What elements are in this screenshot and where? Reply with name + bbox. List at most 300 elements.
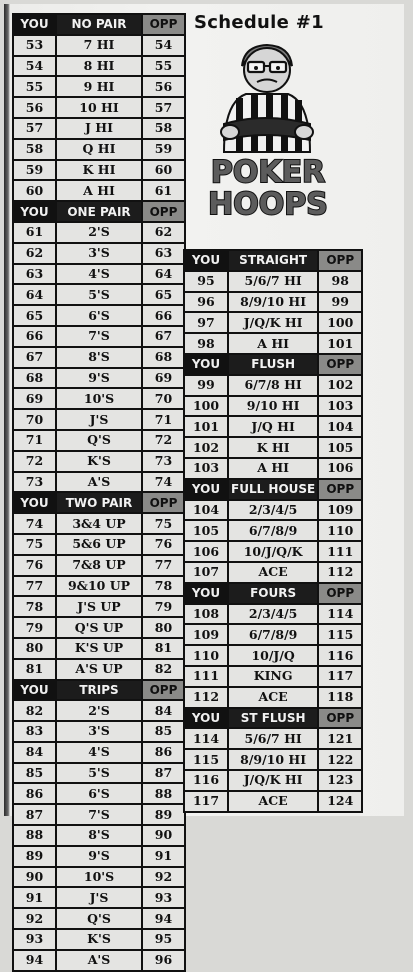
hand-category-header: ST FLUSH — [228, 708, 318, 729]
hand-name: 5/6/7 HI — [228, 271, 318, 292]
table-row — [13, 867, 185, 888]
table-row — [184, 541, 362, 562]
opp-score: 99 — [318, 292, 362, 313]
opp-score: 61 — [142, 180, 185, 201]
opp-score: 123 — [318, 770, 362, 791]
table-row — [184, 687, 362, 708]
hand-name: J/Q/K HI — [228, 770, 318, 791]
table-row — [184, 791, 362, 812]
you-score: 78 — [13, 596, 56, 617]
opp-score: 80 — [142, 617, 185, 638]
you-score: 104 — [184, 500, 228, 521]
you-score: 80 — [13, 638, 56, 659]
table-row — [13, 804, 185, 825]
you-score: 105 — [184, 520, 228, 541]
opp-score: 73 — [142, 451, 185, 472]
opp-score: 95 — [142, 929, 185, 950]
table-row — [184, 562, 362, 583]
opp-score: 63 — [142, 243, 185, 264]
you-score: 62 — [13, 243, 56, 264]
table-row — [184, 749, 362, 770]
you-score: 72 — [13, 451, 56, 472]
table-row — [184, 604, 362, 625]
hand-name: 10 HI — [56, 97, 142, 118]
opp-score: 74 — [142, 472, 185, 493]
opp-score: 102 — [318, 375, 362, 396]
table-row — [184, 437, 362, 458]
opp-score: 104 — [318, 416, 362, 437]
table-row — [13, 576, 185, 597]
hand-name: 9/10 HI — [228, 396, 318, 417]
hand-name: Q'S UP — [56, 617, 142, 638]
you-score: 59 — [13, 160, 56, 181]
you-score: 58 — [13, 139, 56, 160]
you-column-header: YOU — [184, 250, 228, 271]
hand-name: 8'S — [56, 825, 142, 846]
opp-score: 98 — [318, 271, 362, 292]
you-score: 69 — [13, 388, 56, 409]
opp-score: 66 — [142, 305, 185, 326]
table-row — [13, 513, 185, 534]
you-score: 64 — [13, 284, 56, 305]
opp-column-header: OPP — [142, 492, 185, 513]
table-row — [184, 416, 362, 437]
hand-name: 8/9/10 HI — [228, 292, 318, 313]
table-row — [184, 666, 362, 687]
hand-name: 6/7/8 HI — [228, 375, 318, 396]
opp-column-header: OPP — [318, 479, 362, 500]
you-score: 82 — [13, 700, 56, 721]
you-score: 99 — [184, 375, 228, 396]
opp-score: 76 — [142, 534, 185, 555]
opp-score: 96 — [142, 950, 185, 971]
hand-name: Q'S — [56, 430, 142, 451]
opp-score: 60 — [142, 160, 185, 181]
opp-score: 114 — [318, 604, 362, 625]
opp-score: 94 — [142, 908, 185, 929]
table-row — [13, 368, 185, 389]
you-score: 86 — [13, 783, 56, 804]
you-score: 93 — [13, 929, 56, 950]
you-score: 96 — [184, 292, 228, 313]
opp-score: 124 — [318, 791, 362, 812]
you-column-header: YOU — [184, 583, 228, 604]
section-header — [184, 583, 362, 604]
you-score: 90 — [13, 867, 56, 888]
opp-score: 69 — [142, 368, 185, 389]
you-score: 66 — [13, 326, 56, 347]
you-score: 65 — [13, 305, 56, 326]
you-score: 77 — [13, 576, 56, 597]
you-score: 88 — [13, 825, 56, 846]
opp-score: 89 — [142, 804, 185, 825]
hand-category-header: TWO PAIR — [56, 492, 142, 513]
hand-name: J'S — [56, 887, 142, 908]
table-row — [13, 929, 185, 950]
you-score: 76 — [13, 555, 56, 576]
you-score: 111 — [184, 666, 228, 687]
table-row — [13, 305, 185, 326]
hand-name: J/Q/K HI — [228, 312, 318, 333]
hand-name: A HI — [56, 180, 142, 201]
you-score: 83 — [13, 721, 56, 742]
opp-score: 90 — [142, 825, 185, 846]
hand-name: 9 HI — [56, 76, 142, 97]
hand-name: 5'S — [56, 763, 142, 784]
opp-score: 121 — [318, 728, 362, 749]
table-row — [13, 700, 185, 721]
you-score: 95 — [184, 271, 228, 292]
hand-name: J'S UP — [56, 596, 142, 617]
table-row — [13, 180, 185, 201]
hand-name: 7&8 UP — [56, 555, 142, 576]
opp-score: 65 — [142, 284, 185, 305]
table-row — [13, 222, 185, 243]
table-row — [184, 333, 362, 354]
you-column-header: YOU — [184, 354, 228, 375]
opp-score: 93 — [142, 887, 185, 908]
you-score: 57 — [13, 118, 56, 139]
hand-name: 3&4 UP — [56, 513, 142, 534]
you-score: 74 — [13, 513, 56, 534]
table-row — [13, 243, 185, 264]
hand-category-header: STRAIGHT — [228, 250, 318, 271]
hand-name: A'S UP — [56, 659, 142, 680]
table-row — [13, 721, 185, 742]
you-score: 75 — [13, 534, 56, 555]
logo-word-poker: POKER — [210, 155, 326, 190]
opp-score: 100 — [318, 312, 362, 333]
opp-score: 57 — [142, 97, 185, 118]
table-row — [13, 388, 185, 409]
you-score: 97 — [184, 312, 228, 333]
table-row — [13, 118, 185, 139]
you-score: 70 — [13, 409, 56, 430]
you-score: 73 — [13, 472, 56, 493]
hand-name: 5'S — [56, 284, 142, 305]
section-header — [13, 680, 185, 701]
hand-name: Q'S — [56, 908, 142, 929]
hand-name: 6/7/8/9 — [228, 520, 318, 541]
hand-name: K'S UP — [56, 638, 142, 659]
section-header — [184, 354, 362, 375]
page-binding-edge — [4, 4, 10, 816]
you-score: 109 — [184, 624, 228, 645]
you-score: 115 — [184, 749, 228, 770]
hand-name: 4'S — [56, 264, 142, 285]
hand-name: 7 HI — [56, 35, 142, 56]
table-row — [184, 500, 362, 521]
opp-column-header: OPP — [318, 250, 362, 271]
hand-name: K HI — [56, 160, 142, 181]
opp-score: 71 — [142, 409, 185, 430]
table-row — [13, 534, 185, 555]
hand-category-header: FLUSH — [228, 354, 318, 375]
table-row — [184, 520, 362, 541]
you-score: 117 — [184, 791, 228, 812]
you-score: 60 — [13, 180, 56, 201]
you-score: 107 — [184, 562, 228, 583]
hand-name: 7'S — [56, 804, 142, 825]
hand-name: 9'S — [56, 368, 142, 389]
opp-score: 106 — [318, 458, 362, 479]
you-column-header: YOU — [13, 680, 56, 701]
opp-score: 117 — [318, 666, 362, 687]
table-row — [13, 763, 185, 784]
hand-name: 10'S — [56, 388, 142, 409]
table-row — [13, 596, 185, 617]
left-payout-table — [12, 13, 186, 972]
table-row — [13, 35, 185, 56]
you-score: 53 — [13, 35, 56, 56]
opp-score: 55 — [142, 56, 185, 77]
hand-name: 10/J/Q/K — [228, 541, 318, 562]
table-row — [13, 76, 185, 97]
hand-name: 8 HI — [56, 56, 142, 77]
opp-column-header: OPP — [142, 680, 185, 701]
hand-name: 9'S — [56, 846, 142, 867]
opp-score: 87 — [142, 763, 185, 784]
hand-name: 10'S — [56, 867, 142, 888]
hand-name: J'S — [56, 409, 142, 430]
opp-column-header: OPP — [142, 201, 185, 222]
opp-score: 59 — [142, 139, 185, 160]
hand-name: K'S — [56, 451, 142, 472]
table-row — [184, 458, 362, 479]
opp-score: 70 — [142, 388, 185, 409]
section-header — [13, 492, 185, 513]
section-header — [13, 14, 185, 35]
section-header — [184, 250, 362, 271]
table-row — [13, 555, 185, 576]
opp-score: 109 — [318, 500, 362, 521]
you-score: 81 — [13, 659, 56, 680]
opp-score: 118 — [318, 687, 362, 708]
opp-score: 101 — [318, 333, 362, 354]
section-header — [184, 479, 362, 500]
table-row — [184, 624, 362, 645]
table-row — [13, 97, 185, 118]
table-row — [13, 783, 185, 804]
page-title: Schedule #1 — [194, 12, 324, 33]
opp-score: 105 — [318, 437, 362, 458]
you-score: 56 — [13, 97, 56, 118]
logo-word-hoops: HOOPS — [208, 187, 328, 222]
referee-mascot-icon — [221, 45, 313, 152]
opp-score: 85 — [142, 721, 185, 742]
you-score: 61 — [13, 222, 56, 243]
section-header — [13, 201, 185, 222]
you-score: 110 — [184, 645, 228, 666]
table-row — [13, 409, 185, 430]
you-score: 98 — [184, 333, 228, 354]
opp-column-header: OPP — [318, 583, 362, 604]
you-score: 55 — [13, 76, 56, 97]
opp-score: 56 — [142, 76, 185, 97]
you-score: 114 — [184, 728, 228, 749]
table-row — [13, 638, 185, 659]
hand-name: 7'S — [56, 326, 142, 347]
hand-name: J/Q HI — [228, 416, 318, 437]
opp-score: 58 — [142, 118, 185, 139]
hand-category-header: FOURS — [228, 583, 318, 604]
table-row — [13, 472, 185, 493]
hand-name: 2'S — [56, 700, 142, 721]
table-row — [184, 645, 362, 666]
you-score: 68 — [13, 368, 56, 389]
opp-score: 115 — [318, 624, 362, 645]
hand-name: 6'S — [56, 783, 142, 804]
hand-name: 3'S — [56, 243, 142, 264]
hand-category-header: TRIPS — [56, 680, 142, 701]
hand-name: 2/3/4/5 — [228, 604, 318, 625]
table-row — [184, 728, 362, 749]
hand-name: 8/9/10 HI — [228, 749, 318, 770]
you-column-header: YOU — [13, 14, 56, 35]
you-column-header: YOU — [13, 201, 56, 222]
you-score: 71 — [13, 430, 56, 451]
opp-score: 62 — [142, 222, 185, 243]
hand-name: 6/7/8/9 — [228, 624, 318, 645]
you-score: 92 — [13, 908, 56, 929]
you-score: 101 — [184, 416, 228, 437]
hand-name: A'S — [56, 950, 142, 971]
opp-column-header: OPP — [142, 14, 185, 35]
table-row — [13, 160, 185, 181]
poker-hoops-logo — [194, 40, 342, 222]
table-row — [13, 846, 185, 867]
you-score: 85 — [13, 763, 56, 784]
hand-name: 6'S — [56, 305, 142, 326]
hand-name: A HI — [228, 458, 318, 479]
table-row — [13, 908, 185, 929]
table-row — [13, 659, 185, 680]
hand-name: 4'S — [56, 742, 142, 763]
hand-category-header: ONE PAIR — [56, 201, 142, 222]
table-row — [13, 825, 185, 846]
you-score: 116 — [184, 770, 228, 791]
opp-score: 122 — [318, 749, 362, 770]
table-row — [184, 312, 362, 333]
you-score: 63 — [13, 264, 56, 285]
hand-name: 5&6 UP — [56, 534, 142, 555]
table-row — [184, 375, 362, 396]
you-score: 89 — [13, 846, 56, 867]
hand-name: 3'S — [56, 721, 142, 742]
opp-score: 68 — [142, 347, 185, 368]
hand-name: 8'S — [56, 347, 142, 368]
opp-score: 67 — [142, 326, 185, 347]
poker-hoops-wordmark — [208, 155, 328, 222]
opp-score: 116 — [318, 645, 362, 666]
table-row — [13, 326, 185, 347]
hand-category-header: FULL HOUSE — [228, 479, 318, 500]
you-score: 102 — [184, 437, 228, 458]
opp-score: 91 — [142, 846, 185, 867]
opp-score: 54 — [142, 35, 185, 56]
you-score: 91 — [13, 887, 56, 908]
opp-score: 77 — [142, 555, 185, 576]
table-row — [13, 284, 185, 305]
you-score: 79 — [13, 617, 56, 638]
table-row — [13, 56, 185, 77]
opp-score: 72 — [142, 430, 185, 451]
you-score: 112 — [184, 687, 228, 708]
you-score: 108 — [184, 604, 228, 625]
opp-score: 64 — [142, 264, 185, 285]
table-row — [13, 742, 185, 763]
you-score: 54 — [13, 56, 56, 77]
table-row — [13, 887, 185, 908]
you-score: 84 — [13, 742, 56, 763]
opp-score: 82 — [142, 659, 185, 680]
opp-score: 110 — [318, 520, 362, 541]
opp-score: 112 — [318, 562, 362, 583]
table-row — [184, 292, 362, 313]
hand-name: Q HI — [56, 139, 142, 160]
hand-name: 5/6/7 HI — [228, 728, 318, 749]
opp-score: 81 — [142, 638, 185, 659]
opp-score: 79 — [142, 596, 185, 617]
hand-name: 10/J/Q — [228, 645, 318, 666]
table-row — [184, 271, 362, 292]
table-row — [13, 617, 185, 638]
table-row — [184, 396, 362, 417]
table-row — [184, 770, 362, 791]
hand-name: K HI — [228, 437, 318, 458]
hand-name: J HI — [56, 118, 142, 139]
section-header — [184, 708, 362, 729]
opp-score: 86 — [142, 742, 185, 763]
you-score: 87 — [13, 804, 56, 825]
opp-score: 88 — [142, 783, 185, 804]
table-row — [13, 430, 185, 451]
opp-score: 84 — [142, 700, 185, 721]
opp-score: 75 — [142, 513, 185, 534]
hand-name: 2'S — [56, 222, 142, 243]
table-row — [13, 139, 185, 160]
hand-name: ACE — [228, 562, 318, 583]
right-payout-table — [183, 249, 363, 813]
hand-name: 2/3/4/5 — [228, 500, 318, 521]
you-score: 67 — [13, 347, 56, 368]
opp-column-header: OPP — [318, 708, 362, 729]
you-column-header: YOU — [184, 479, 228, 500]
you-score: 106 — [184, 541, 228, 562]
table-row — [13, 264, 185, 285]
table-row — [13, 347, 185, 368]
you-score: 100 — [184, 396, 228, 417]
hand-name: 9&10 UP — [56, 576, 142, 597]
you-score: 94 — [13, 950, 56, 971]
opp-score: 78 — [142, 576, 185, 597]
table-row — [13, 950, 185, 971]
opp-score: 92 — [142, 867, 185, 888]
hand-name: KING — [228, 666, 318, 687]
hand-category-header: NO PAIR — [56, 14, 142, 35]
opp-score: 111 — [318, 541, 362, 562]
hand-name: A HI — [228, 333, 318, 354]
opp-score: 103 — [318, 396, 362, 417]
you-column-header: YOU — [184, 708, 228, 729]
hand-name: K'S — [56, 929, 142, 950]
hand-name: ACE — [228, 791, 318, 812]
table-row — [13, 451, 185, 472]
you-column-header: YOU — [13, 492, 56, 513]
you-score: 103 — [184, 458, 228, 479]
hand-name: A'S — [56, 472, 142, 493]
opp-column-header: OPP — [318, 354, 362, 375]
